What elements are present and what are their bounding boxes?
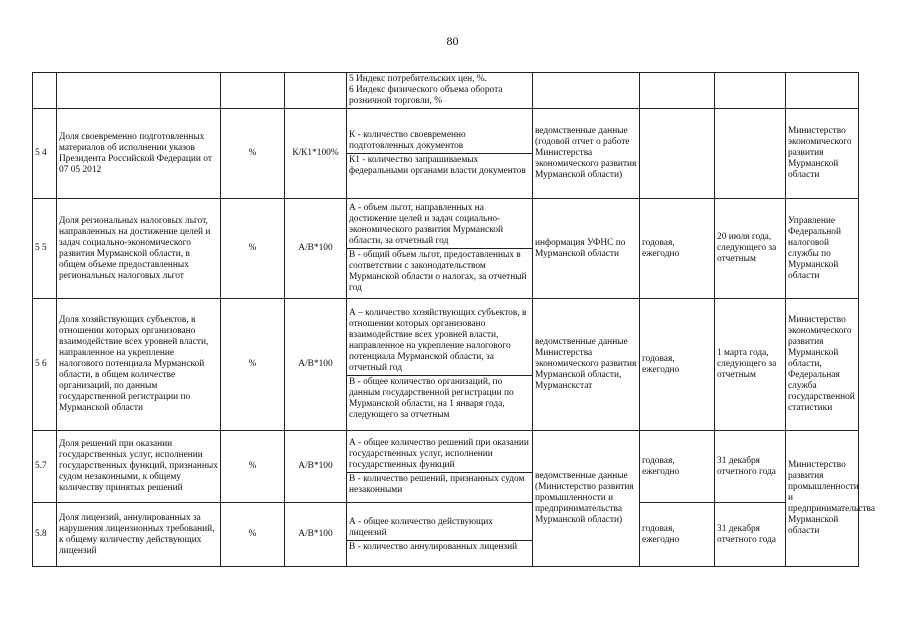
- formula: А/В*100: [285, 299, 347, 431]
- deadline: 31 декабря отчетного года: [715, 503, 786, 567]
- formula: А/В*100: [285, 199, 347, 299]
- frequency: годовая, ежегодно: [640, 199, 715, 299]
- responsible: Министерство развития промышленности и предпринимательства Мурманской области: [786, 431, 859, 567]
- deadline: 20 июля года, следующего за отчетным: [715, 199, 786, 299]
- unit: %: [221, 199, 285, 299]
- frequency: [640, 109, 715, 199]
- definitions: А – количество хозяйствующих субъектов, в отношении которых организовано взаимодействие всех уровней власти, направленное на укрепление налогового потенциала Мурманской области, за отчетный год В - общее количество организаций, по данным государственной регистрации по Мурманской области, на 1 января года, следующего за отчетным: [347, 299, 533, 431]
- indicator-name: Доля региональных налоговых льгот, направленных на достижение целей и задач социально-экономического развития Мурманской области, в общем объеме предоставленных региональных налоговых льгот: [57, 199, 221, 299]
- definitions: К - количество своевременно подготовленных документов К1 - количество запрашиваемых федеральными органами власти документов: [347, 109, 533, 199]
- responsible: Управление Федеральной налоговой службы по Мурманской области: [786, 199, 859, 299]
- data-source: ведомственные данные Министерства экономического развития Мурманской области, Мурманскстат: [533, 299, 640, 431]
- table-row: [33, 73, 859, 109]
- row-number: 5 5: [33, 199, 57, 299]
- indicator-name: Доля лицензий, аннулированных за нарушения лицензионных требований, к общему количеству действующих лицензий: [57, 503, 221, 567]
- data-source: информация УФНС по Мурманской области: [533, 199, 640, 299]
- deadline: 31 декабря отчетного года: [715, 431, 786, 503]
- responsible: Министерство экономического развития Мурманской области: [786, 109, 859, 199]
- row-number: 5 6: [33, 299, 57, 431]
- frequency: годовая, ежегодно: [640, 431, 715, 503]
- top-row-text: 5 Индекс потребительских цен, %. 6 Индекс физического объема оборота розничной торговли, %: [347, 73, 533, 109]
- unit: %: [221, 109, 285, 199]
- frequency: годовая, ежегодно: [640, 299, 715, 431]
- indicator-name: Доля решений при оказании государственных услуг, исполнении государственных функций, признанных судом незаконными, к общему количеству принятых решений: [57, 431, 221, 503]
- unit: %: [221, 503, 285, 567]
- definitions: А - общее количество решений при оказании государственных услуг, исполнении государственных функций В - количество решений, признанных судом незаконными: [347, 431, 533, 503]
- formula: А/В*100: [285, 431, 347, 503]
- deadline: [715, 109, 786, 199]
- page-number: 80: [446, 34, 459, 48]
- row-number: 5.7: [33, 431, 57, 503]
- table-row: [33, 503, 859, 567]
- definitions: А - общее количество действующих лицензий В - количество аннулированных лицензий: [347, 503, 533, 567]
- unit: %: [221, 299, 285, 431]
- data-source: ведомственные данные (Министерство развития промышленности и предпринимательства Мурманской области): [533, 431, 640, 567]
- table-row: [33, 199, 859, 299]
- frequency: годовая, ежегодно: [640, 503, 715, 567]
- table-row: [33, 109, 859, 199]
- indicator-name: Доля своевременно подготовленных материалов об исполнении указов Президента Российской Федерации от 07 05 2012: [57, 109, 221, 199]
- responsible: Министерство экономического развития Мурманской области, Федеральная служба государственной статистики: [786, 299, 859, 431]
- definitions: А - объем льгот, направленных на достижение целей и задач социально-экономического развития Мурманской области, за отчетный год В - общий объем льгот, предоставленных в соответствии с законодательством Мурманской области о налогах, за отчетный год: [347, 199, 533, 299]
- table-row: [33, 431, 859, 503]
- indicator-table: [32, 72, 875, 567]
- indicator-name: Доля хозяйствующих субъектов, в отношении которых организовано взаимодействие всех уровней власти, направленное на укрепление налогового потенциала Мурманской области, в общем количестве организаций, по данным государственной регистрации по Мурманской области: [57, 299, 221, 431]
- formula: К/К1*100%: [285, 109, 347, 199]
- formula: А/В*100: [285, 503, 347, 567]
- table-row: [33, 299, 859, 431]
- data-source: ведомственные данные (годовой отчет о работе Министерства экономического развития Мурманской области): [533, 109, 640, 199]
- row-number: 5 4: [33, 109, 57, 199]
- row-number: 5.8: [33, 503, 57, 567]
- unit: %: [221, 431, 285, 503]
- deadline: 1 марта года, следующего за отчетным: [715, 299, 786, 431]
